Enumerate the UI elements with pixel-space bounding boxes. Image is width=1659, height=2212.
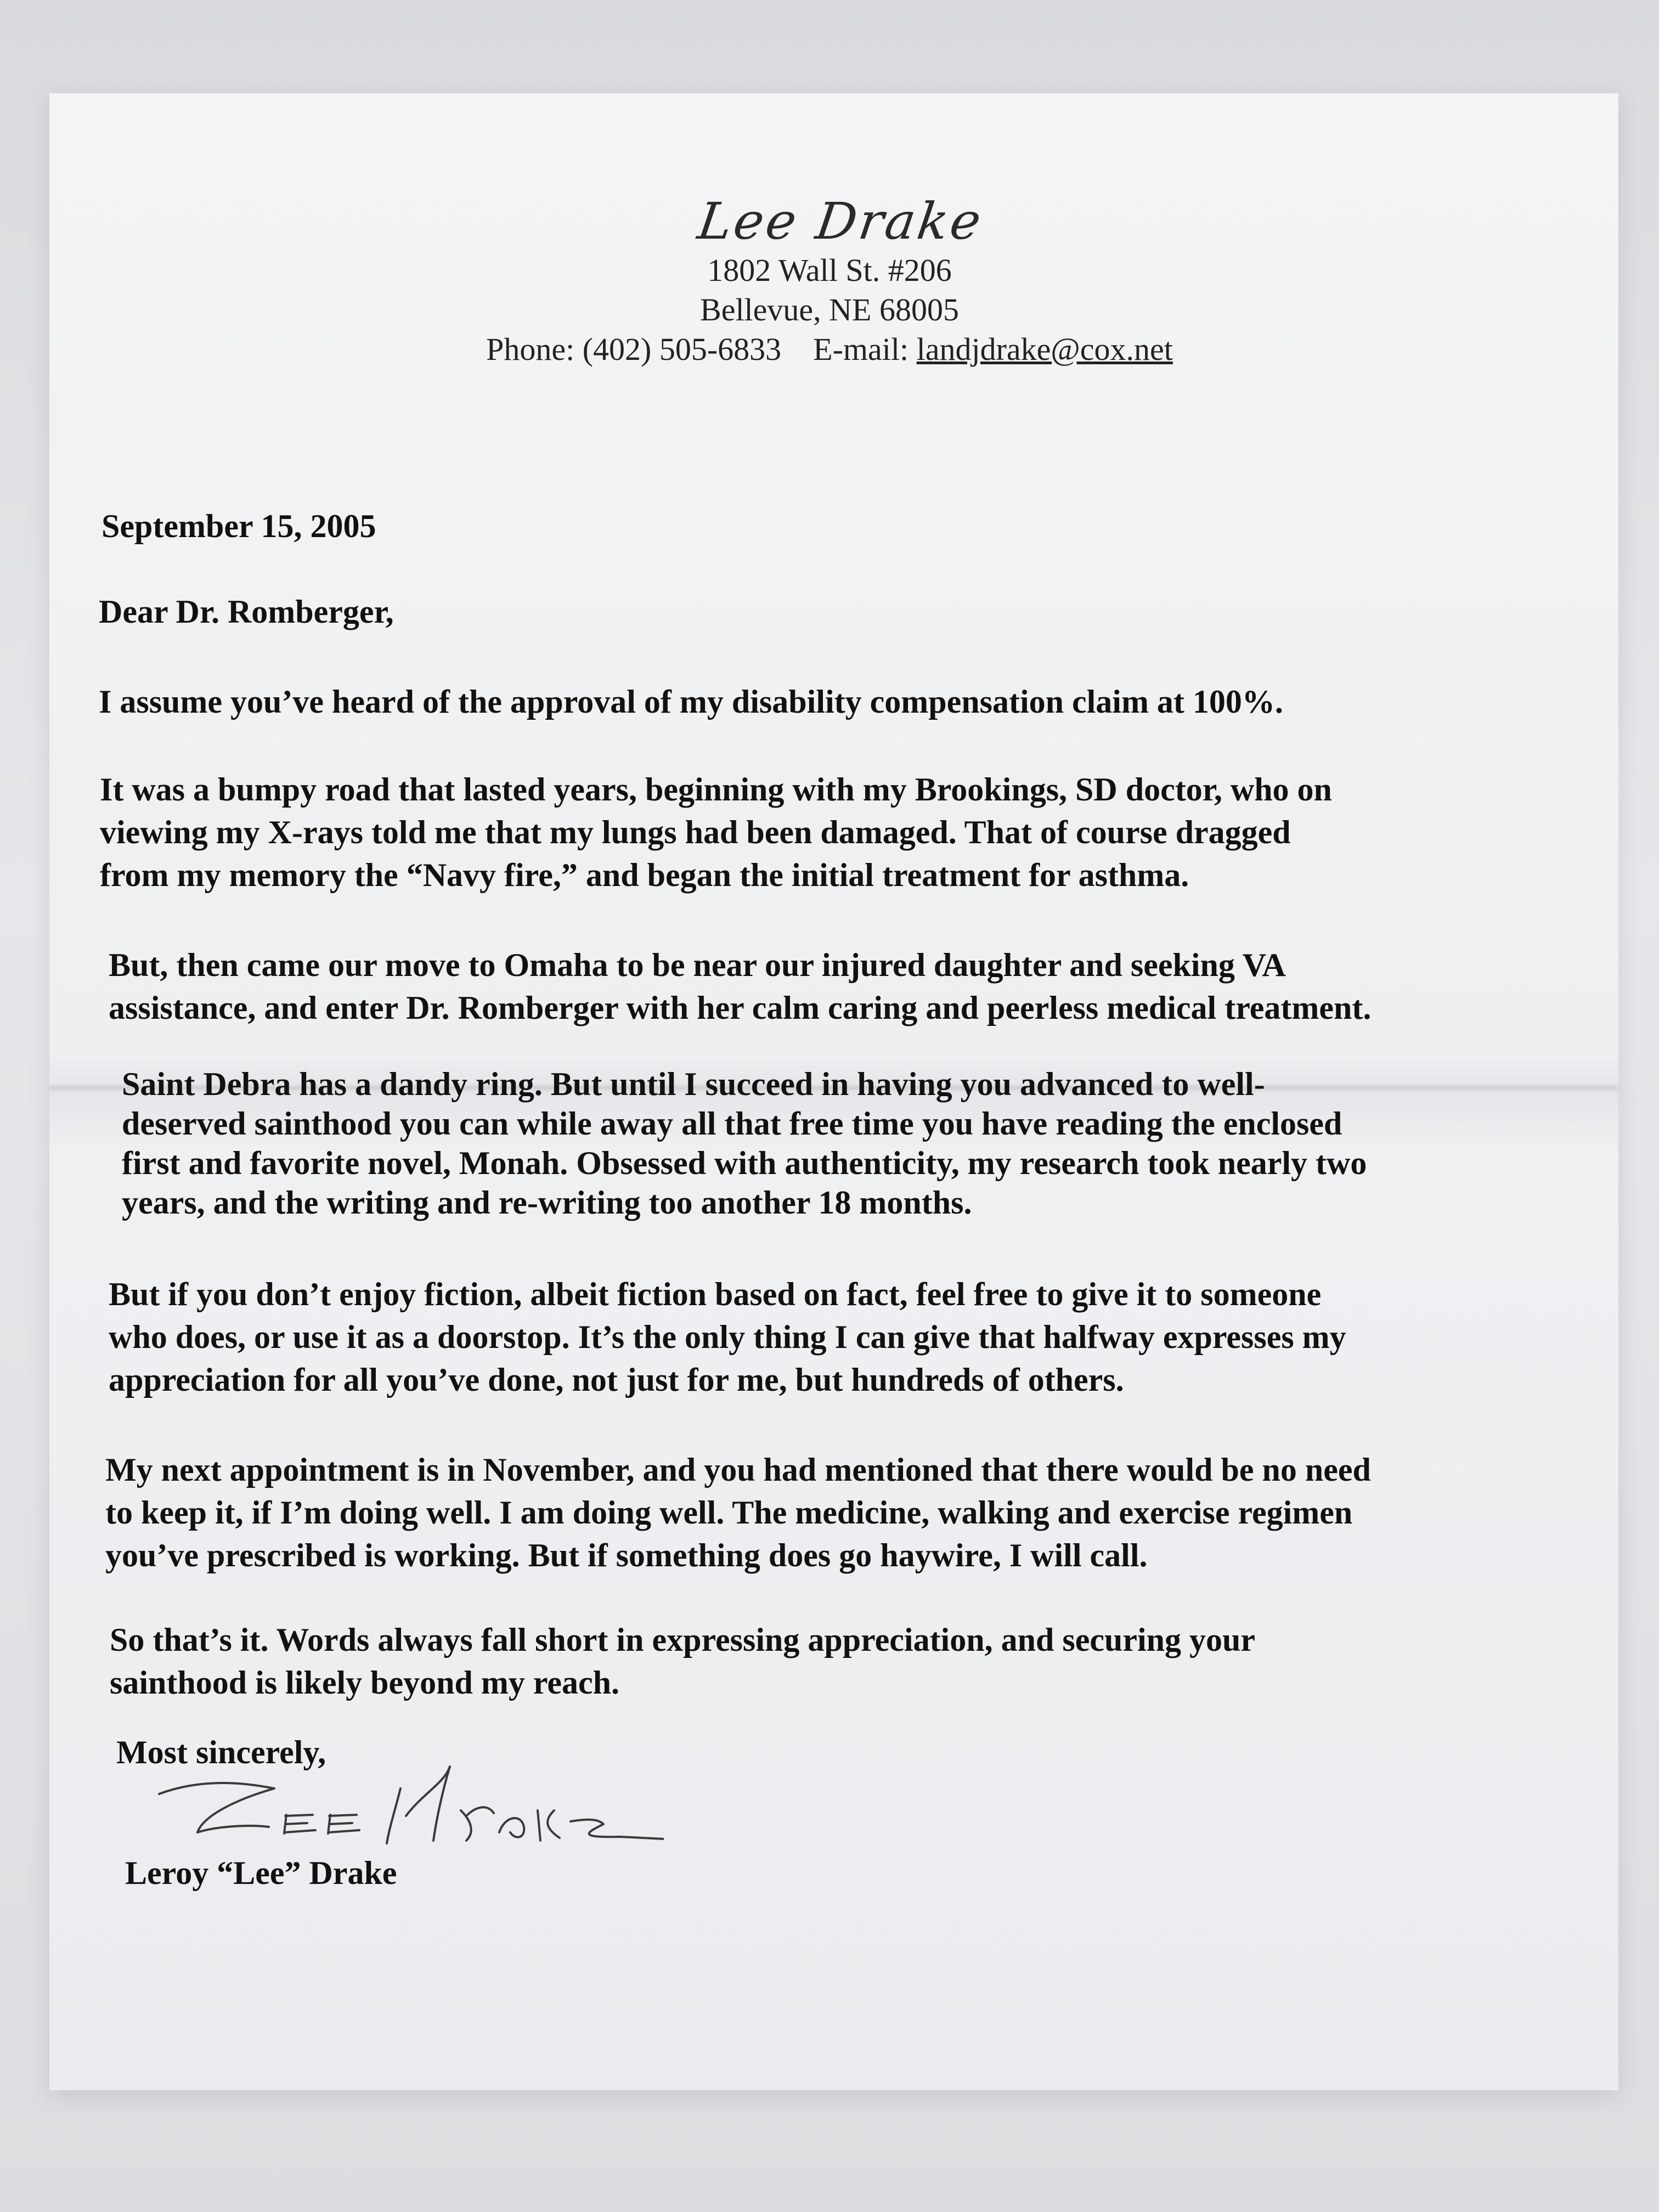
- paragraph-line: But if you don’t enjoy fiction, albeit fiction based on fact, feel free to give it to someone: [109, 1276, 1322, 1312]
- paragraph-line: to keep it, if I’m doing well. I am doing well. The medicine, walking and exercise regimen: [105, 1494, 1353, 1531]
- paragraph-line: viewing my X-rays told me that my lungs had been damaged. That of course dragged: [100, 814, 1291, 850]
- paragraph-line: assistance, and enter Dr. Romberger with her calm caring and peerless medical treatment.: [109, 990, 1372, 1026]
- paragraph-line: sainthood is likely beyond my reach.: [110, 1664, 620, 1701]
- email-link[interactable]: landjdrake@cox.net: [916, 331, 1173, 367]
- letterhead: [0, 192, 1659, 369]
- paragraph-line: So that’s it. Words always fall short in expressing appreciation, and securing your: [110, 1622, 1255, 1658]
- paragraph-line: It was a bumpy road that lasted years, beginning with my Brookings, SD doctor, who on: [100, 771, 1332, 808]
- paragraph-7: [110, 1618, 1255, 1704]
- paragraph-line: you’ve prescribed is working. But if something does go haywire, I will call.: [105, 1537, 1148, 1573]
- paragraph-6: [105, 1448, 1371, 1577]
- salutation: Dear Dr. Romberger,: [99, 594, 394, 630]
- paragraph-5: [109, 1273, 1346, 1401]
- paragraph-line: who does, or use it as a doorstop. It’s the only thing I can give that halfway expresses my: [109, 1319, 1346, 1355]
- signature-name: Leroy “Lee” Drake: [125, 1855, 397, 1891]
- paragraph-line: My next appointment is in November, and you had mentioned that there would be no need: [105, 1452, 1371, 1488]
- paragraph-line: from my memory the “Navy fire,” and began the initial treatment for asthma.: [100, 857, 1189, 893]
- paragraph-line: appreciation for all you’ve done, not just for me, but hundreds of others.: [109, 1362, 1124, 1398]
- paragraph-line: I assume you’ve heard of the approval of my disability compensation claim at 100%.: [99, 684, 1283, 720]
- address-line-2: Bellevue, NE 68005: [700, 292, 959, 328]
- contact-line: [0, 330, 1659, 369]
- paragraph-4: [122, 1064, 1367, 1222]
- paragraph-line: But, then came our move to Omaha to be near our injured daughter and seeking VA: [109, 947, 1286, 983]
- email-label: E-mail:: [813, 331, 909, 367]
- paragraph-line: first and favorite novel, Monah. Obsessed with authenticity, my research took nearly two: [122, 1145, 1367, 1181]
- phone-number: (402) 505-6833: [582, 331, 782, 367]
- paragraph-1: [99, 680, 1283, 723]
- letter-date: September 15, 2005: [101, 508, 376, 544]
- paragraph-line: years, and the writing and re-writing too another 18 months.: [122, 1184, 972, 1221]
- paragraph-3: [109, 944, 1371, 1029]
- paragraph-line: deserved sainthood you can while away all that free time you have reading the enclosed: [122, 1105, 1342, 1142]
- address-line-1: 1802 Wall St. #206: [707, 252, 952, 288]
- paragraph-2: [100, 768, 1332, 896]
- letterhead-name: Lee Drake: [694, 192, 987, 251]
- closing: Most sincerely,: [116, 1734, 326, 1770]
- paragraph-line: Saint Debra has a dandy ring. But until I succeed in having you advanced to well-: [122, 1066, 1265, 1102]
- phone-label: Phone:: [486, 331, 575, 367]
